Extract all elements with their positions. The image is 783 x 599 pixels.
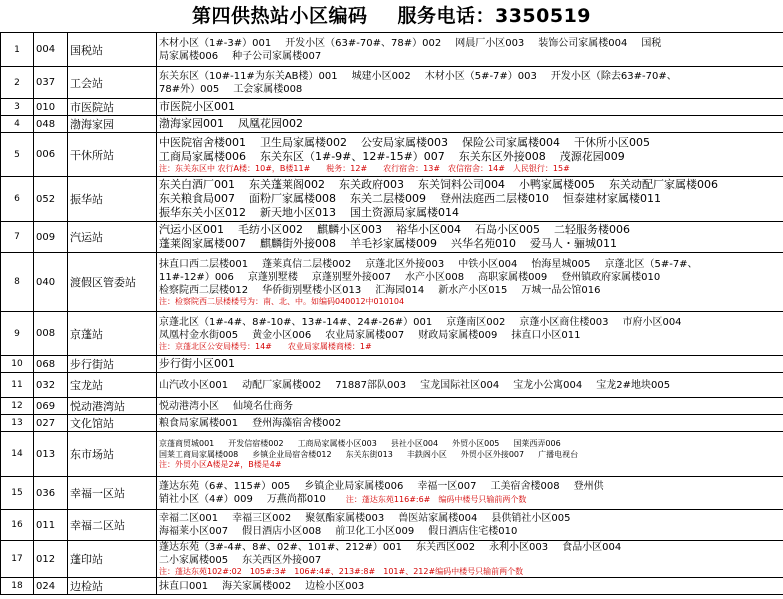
area-item: 兴华名苑010 (451, 237, 516, 250)
area-item: 东关饲料公司004 (418, 178, 505, 191)
table-row (1, 312, 783, 356)
area-item: 工商局家属楼小区003 (297, 439, 377, 448)
area-line (159, 357, 781, 371)
area-line (159, 70, 781, 83)
area-list (157, 356, 783, 373)
area-item: 东关二层楼009 (350, 192, 426, 205)
area-item: 市府小区004 (622, 316, 682, 328)
row-number: 10 (1, 356, 34, 373)
table-row (1, 477, 783, 510)
area-item: 东关白酒厂001 (159, 178, 235, 191)
area-item: 工会家属楼008 (233, 83, 303, 95)
area-item: 检察院西二层楼012 (159, 284, 249, 296)
area-item: 渤海家园001 (159, 117, 224, 130)
area-item: 蓬莱阁家属楼007 (159, 237, 246, 250)
station-name: 工会站 (68, 67, 157, 99)
area-item: 万城一品公馆016 (521, 284, 601, 296)
station-name: 边检站 (68, 578, 157, 595)
area-item: 粮食局家属楼001 (159, 417, 239, 429)
station-code: 032 (34, 373, 68, 398)
station-code: 024 (34, 578, 68, 595)
area-line (159, 493, 781, 506)
station-name: 汽运站 (68, 222, 157, 253)
area-item: 登州供 (573, 481, 604, 492)
area-list (157, 312, 783, 356)
area-item: 开发小区（除去63#-70#、 (550, 70, 677, 82)
area-item: 二小家属楼005 (159, 555, 229, 566)
area-item: 东关蓬莱阁002 (249, 178, 325, 191)
station-name: 国税站 (68, 33, 157, 67)
row-number: 4 (1, 116, 34, 133)
table-row (1, 67, 783, 99)
area-line (159, 541, 781, 554)
area-line (159, 136, 781, 150)
area-item: 干休所小区005 (574, 135, 650, 149)
table-row (1, 415, 783, 432)
area-item: 农业局家属楼007 (325, 329, 405, 341)
station-name: 蓬印站 (68, 541, 157, 578)
table-row (1, 253, 783, 312)
service-phone: 服务电话：3350519 (397, 5, 592, 27)
area-item: 京蓬南区002 (446, 316, 506, 328)
area-line (159, 271, 781, 284)
area-item: 登州镇政府家属楼010 (561, 271, 661, 283)
area-line (159, 37, 781, 50)
station-code: 006 (34, 133, 68, 177)
area-item: 国莱西弄006 (513, 439, 561, 448)
station-name: 幸福一区站 (68, 477, 157, 510)
area-line (159, 223, 781, 237)
area-list (157, 398, 783, 415)
area-item: 兽医站家属楼004 (398, 513, 478, 524)
red-note: 注：蓬达东苑102#:02 105#:3# 106#:4#、213#:8# 101#、212#编码中楼号只输前两个数 (159, 567, 524, 576)
area-item: 汇海园014 (375, 284, 425, 296)
red-note: 注：京蓬北区公安局楼号：14# 农业局家属楼商楼：1# (159, 341, 372, 351)
area-line (159, 480, 781, 493)
area-item: 71887部队003 (335, 379, 407, 391)
area-item: 黄金小区006 (252, 329, 312, 341)
area-item: 羊毛衫家属楼009 (350, 237, 437, 250)
area-item: 广播电视台 (538, 450, 579, 459)
area-item: 销社小区（4#）009 (159, 494, 253, 505)
red-note: 注：蓬达东苑116#:6# 编码中楼号只输前两个数 (345, 495, 527, 504)
area-item: 登州海藻宿舍楼002 (252, 417, 342, 429)
area-item: 抹直口西二层楼001 (159, 258, 249, 270)
station-code: 011 (34, 510, 68, 541)
area-item: 京蓬北区（5#-7#、 (604, 258, 698, 270)
row-number: 5 (1, 133, 34, 177)
area-item: 木材小区（5#-7#）003 (424, 70, 537, 82)
area-item: 凤凰村金水街005 (159, 329, 239, 341)
table-row (1, 373, 783, 398)
station-code: 040 (34, 253, 68, 312)
table-row (1, 177, 783, 222)
row-number: 1 (1, 33, 34, 67)
table-row (1, 99, 783, 116)
area-list (157, 116, 783, 133)
area-item: 恒泰建材家属楼011 (563, 192, 661, 205)
station-name: 京蓬站 (68, 312, 157, 356)
area-item: 食品小区004 (562, 542, 622, 553)
area-item: 东关西区外接007 (242, 555, 322, 566)
area-item: 华侨街别墅楼小区013 (262, 284, 362, 296)
area-item: 县供销社小区005 (491, 513, 571, 524)
area-item: 石岛小区005 (475, 223, 540, 236)
table-row (1, 222, 783, 253)
area-item: 二轻服务楼006 (554, 223, 630, 236)
area-item: 蓬达东苑（3#-4#、8#、02#、101#、212#）001 (159, 542, 402, 553)
area-item: 县社小区004 (390, 439, 439, 448)
area-line (159, 83, 781, 96)
area-item: 国土资源局家属楼014 (350, 206, 459, 219)
station-code: 052 (34, 177, 68, 222)
table-row (1, 133, 783, 177)
area-list (157, 99, 783, 116)
area-line (159, 400, 781, 413)
area-item: 幸福二区001 (159, 513, 219, 524)
station-name: 文化馆站 (68, 415, 157, 432)
station-code: 013 (34, 432, 68, 477)
area-item: 局家属楼006 (159, 50, 219, 62)
area-line (159, 449, 781, 460)
table-row (1, 432, 783, 477)
area-item: 裕华小区004 (396, 223, 461, 236)
area-item: 宝龙2#地块005 (596, 379, 671, 391)
area-line (159, 525, 781, 538)
row-number: 18 (1, 578, 34, 595)
area-item: 中铁小区004 (458, 258, 518, 270)
area-item: 公安局家属楼003 (361, 135, 448, 149)
station-name: 步行街站 (68, 356, 157, 373)
row-number: 7 (1, 222, 34, 253)
area-list (157, 510, 783, 541)
area-item: 京蓬别墅楼 (247, 271, 298, 283)
area-item: 78#外）005 (159, 83, 220, 95)
area-item: 乡镇企业局家属楼006 (304, 481, 404, 492)
area-item: 财政局家属楼009 (418, 329, 498, 341)
station-code: 048 (34, 116, 68, 133)
station-code: 008 (34, 312, 68, 356)
area-item: 蓬莱真信二层楼002 (262, 258, 352, 270)
area-item: 永利小区003 (489, 542, 549, 553)
area-item: 东关西区002 (415, 542, 476, 553)
area-item: 保险公司家属楼004 (462, 135, 560, 149)
area-item: 东关东区（10#-11#为东关AB楼）001 (159, 70, 338, 82)
row-number: 8 (1, 253, 34, 312)
area-line (159, 100, 781, 114)
area-item: 东关政府003 (339, 178, 404, 191)
area-item: 新天地小区013 (260, 206, 336, 219)
area-list (157, 432, 783, 477)
station-name: 渡假区管委站 (68, 253, 157, 312)
row-number: 6 (1, 177, 34, 222)
station-name: 渤海家园 (68, 116, 157, 133)
area-item: 幸福三区002 (232, 513, 292, 524)
area-item: 京蓬商贸城001 (159, 439, 215, 448)
area-item: 抹直口小区011 (511, 329, 581, 341)
area-line (159, 512, 781, 525)
area-list (157, 177, 783, 222)
table-row (1, 541, 783, 578)
area-item: 幸福一区007 (417, 481, 477, 492)
area-item: 抹直口001 (159, 580, 209, 592)
area-item: 开发信宿楼002 (228, 439, 284, 448)
row-number: 2 (1, 67, 34, 99)
area-item: 开发小区（63#-70#、78#）002 (285, 37, 442, 49)
area-list (157, 133, 783, 177)
table-body (1, 33, 783, 595)
station-code: 068 (34, 356, 68, 373)
area-line (159, 316, 781, 329)
area-item: 水产小区008 (405, 271, 465, 283)
area-item: 中医院宿舍楼001 (159, 135, 246, 149)
red-note: 注：检察院西二层楼楼号为：南、北、中。如编码040012中010104 (159, 296, 405, 306)
area-item: 麒麟街外接008 (260, 237, 336, 250)
area-item: 蓬达东苑（6#、115#）005 (159, 481, 291, 492)
area-line (159, 417, 781, 430)
area-list (157, 222, 783, 253)
area-item: 高职家属楼009 (478, 271, 548, 283)
area-item: 凤凰花园002 (238, 117, 303, 130)
area-item: 东关东区（1#-9#、12#-15#）007 (260, 149, 445, 163)
area-item: 卫生局家属楼002 (260, 135, 347, 149)
row-number: 12 (1, 398, 34, 415)
row-number: 16 (1, 510, 34, 541)
area-item: 京蓬北区外接003 (365, 258, 445, 270)
area-item: 京蓬小区商住楼003 (519, 316, 609, 328)
area-line (159, 379, 781, 392)
area-line (159, 150, 781, 164)
area-line (159, 554, 781, 567)
area-line (159, 206, 781, 220)
area-item: 东关东街013 (345, 450, 393, 459)
area-line (159, 329, 781, 342)
area-list (157, 67, 783, 99)
area-list (157, 253, 783, 312)
area-item: 动配厂家属楼002 (242, 379, 322, 391)
station-name: 东市场站 (68, 432, 157, 477)
area-item: 市医院小区001 (159, 100, 235, 113)
area-item: 宝龙小公寓004 (513, 379, 583, 391)
station-name: 幸福二区站 (68, 510, 157, 541)
station-code: 036 (34, 477, 68, 510)
area-item: 东关动配厂家属楼006 (609, 178, 718, 191)
table-row (1, 356, 783, 373)
red-note: 注：东关东区中 农行A楼：10#，B楼11# 税务：12# 农行宿舍：13# 农信宿舍：14# 人民银行：15# (159, 163, 570, 173)
area-line (159, 117, 781, 131)
area-line (159, 580, 781, 593)
row-number: 3 (1, 99, 34, 116)
area-item: 仙境名仕商务 (233, 400, 293, 412)
area-item: 茂源花园009 (559, 149, 625, 163)
station-code-table (0, 32, 783, 595)
area-item: 国税 (641, 37, 662, 49)
area-item: 海关家属楼002 (222, 580, 292, 592)
station-name: 市医院站 (68, 99, 157, 116)
row-number: 13 (1, 415, 34, 432)
station-name: 宝龙站 (68, 373, 157, 398)
area-item: 麒麟小区003 (317, 223, 382, 236)
station-code: 027 (34, 415, 68, 432)
area-line (159, 192, 781, 206)
area-line (159, 50, 781, 63)
area-line (159, 178, 781, 192)
area-item: 振华东关小区012 (159, 206, 246, 219)
row-number: 17 (1, 541, 34, 578)
area-list (157, 373, 783, 398)
area-item: 毛纺小区002 (238, 223, 303, 236)
area-item: 国莱工商局家属楼008 (159, 450, 239, 459)
table-row (1, 510, 783, 541)
area-item: 新水产小区015 (438, 284, 508, 296)
table-row (1, 33, 783, 67)
station-code: 010 (34, 99, 68, 116)
area-list (157, 541, 783, 578)
area-line (159, 258, 781, 271)
station-code: 069 (34, 398, 68, 415)
area-item: 种子公司家属楼007 (232, 50, 322, 62)
area-item: 乡镇企业局宿舍楼012 (252, 450, 332, 459)
area-item: 东关粮食局007 (159, 192, 235, 205)
station-name: 振华站 (68, 177, 157, 222)
area-item: 边检小区003 (305, 580, 365, 592)
station-code: 009 (34, 222, 68, 253)
area-list (157, 477, 783, 510)
area-list (157, 578, 783, 595)
area-item: 宝龙国际社区004 (420, 379, 500, 391)
station-code: 004 (34, 33, 68, 67)
table-row (1, 578, 783, 595)
station-name: 悦动港湾站 (68, 398, 157, 415)
area-item: 城建小区002 (351, 70, 411, 82)
area-item: 外贸小区005 (452, 439, 500, 448)
area-list (157, 33, 783, 67)
title-text: 第四供热站小区编码 (191, 5, 368, 27)
area-item: 聚氨酯家属楼003 (305, 513, 385, 524)
area-item: 京蓬别墅外接007 (311, 271, 391, 283)
area-item: 工商局家属楼006 (159, 149, 246, 163)
area-item: 工美宿舍楼008 (490, 481, 560, 492)
area-item: 木材小区（1#-3#）001 (159, 37, 272, 49)
area-item: 外贸小区外接007 (460, 450, 525, 459)
area-line (159, 284, 781, 297)
area-item: 东关东区外接008 (458, 149, 546, 163)
area-item: 小鸭家属楼005 (519, 178, 595, 191)
area-list (157, 415, 783, 432)
area-item: 网晨厂小区003 (455, 37, 525, 49)
area-item: 面粉厂家属楼008 (249, 192, 336, 205)
row-number: 11 (1, 373, 34, 398)
area-item: 爱马人・骊城011 (530, 237, 617, 250)
station-code: 012 (34, 541, 68, 578)
area-item: 前卫化工小区009 (335, 526, 415, 537)
area-item: 装饰公司家属楼004 (538, 37, 628, 49)
area-item: 海福莱小区007 (159, 526, 229, 537)
area-item: 京蓬北区（1#-4#、8#-10#、13#-14#、24#-26#）001 (159, 316, 433, 328)
area-item: 假日酒店小区008 (242, 526, 322, 537)
table-row (1, 398, 783, 415)
station-name: 干休所站 (68, 133, 157, 177)
page-title (0, 0, 783, 32)
red-note: 注：外贸小区A楼是2#，B楼是4# (159, 460, 282, 469)
table-row (1, 116, 783, 133)
area-line (159, 237, 781, 251)
area-item: 步行街小区001 (159, 357, 235, 370)
row-number: 15 (1, 477, 34, 510)
area-item: 假日酒店住宅楼010 (428, 526, 518, 537)
row-number: 9 (1, 312, 34, 356)
area-item: 汽运小区001 (159, 223, 224, 236)
area-line (159, 438, 781, 449)
area-item: 山汽改小区001 (159, 379, 229, 391)
area-item: 11#-12#）006 (159, 271, 234, 283)
area-item: 怡海星城005 (531, 258, 591, 270)
area-item: 登州法庭西二层楼010 (440, 192, 549, 205)
station-code: 037 (34, 67, 68, 99)
area-item: 丰鉄阁小区 (406, 450, 447, 459)
row-number: 14 (1, 432, 34, 477)
area-item: 悦动港湾小区 (159, 400, 219, 412)
area-item: 万燕尚都010 (266, 494, 326, 505)
